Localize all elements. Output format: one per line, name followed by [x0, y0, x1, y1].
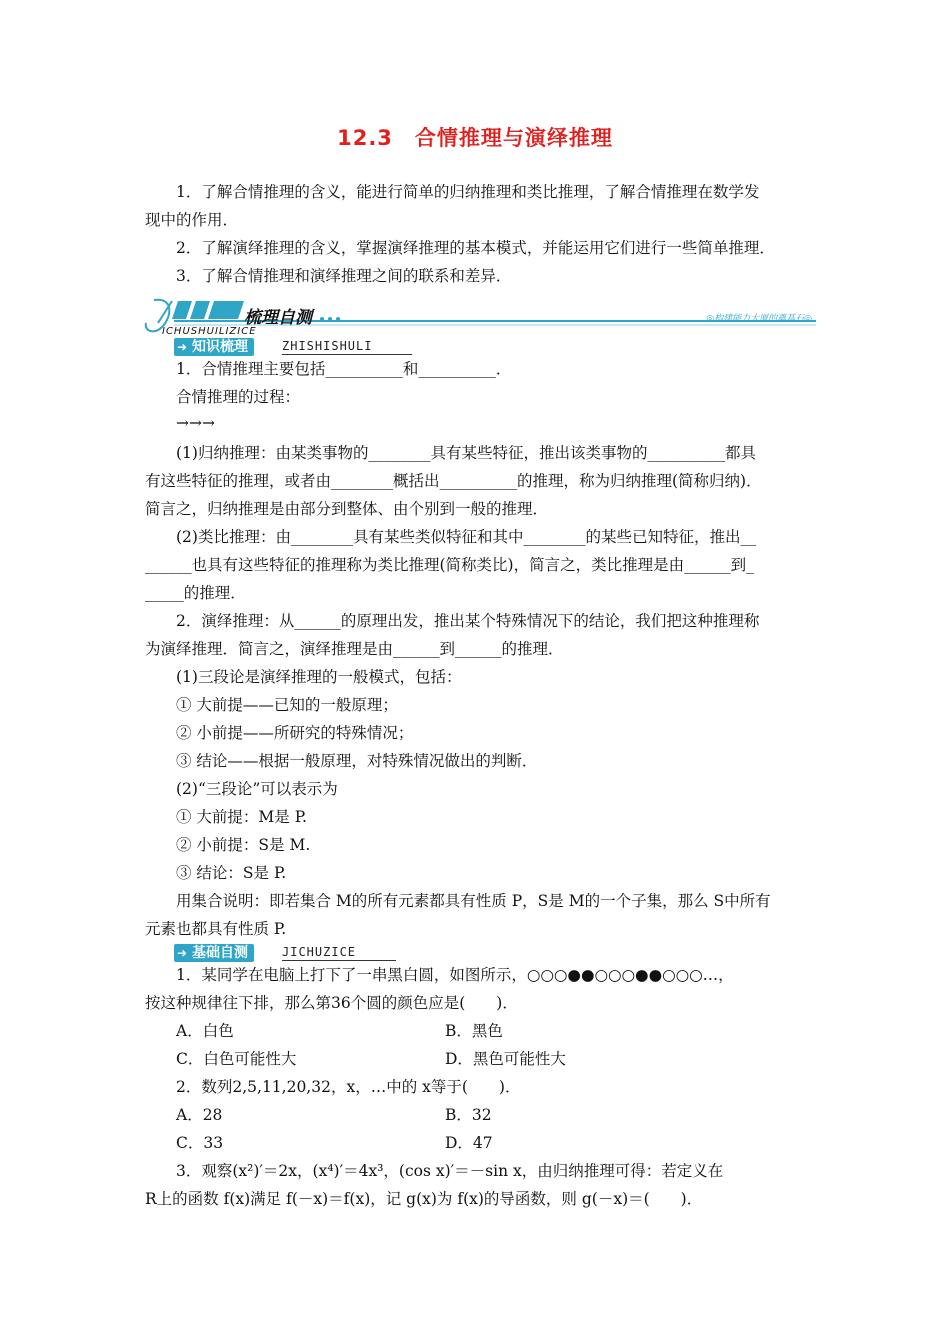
text-line: (2)“三段论”可以表示为 [176, 780, 338, 798]
text-line: 合情推理的过程： [176, 388, 301, 406]
option-d: D．黑色可能性大 [445, 1050, 566, 1068]
section-label: ➜ 基础自测 [174, 944, 254, 962]
text-line: ______也具有这些特征的推理称为类比推理(简称类比)，简言之，类比推理是由______到_ [145, 556, 754, 574]
goal-line: 2．了解演绎推理的含义，掌握演绎推理的基本模式，并能运用它们进行一些简单推理． [176, 239, 775, 257]
banner-pinyin: ICHUSHUILIZICE [162, 326, 257, 337]
section-header-quiz [174, 944, 434, 964]
text-line: 简言之，归纳推理是由部分到整体、由个别到一般的推理． [145, 500, 549, 518]
text-line: 用集合说明：即若集合 M的所有元素都具有性质 P，S是 M的一个子集，那么 S中所有 [176, 892, 771, 910]
text-line: 元素也都具有性质 P. [145, 920, 287, 938]
text-line: (1)归纳推理：由某类事物的________具有某些特征，推出该类事物的__________都具 [176, 444, 756, 462]
option-c: C．33 [176, 1134, 224, 1152]
option-b: B．32 [445, 1106, 492, 1124]
question-line: R上的函数 f(x)满足 f(－x)＝f(x)，记 g(x)为 f(x)的导函数，则 g(－x)＝( )． [145, 1190, 703, 1208]
section-banner [144, 297, 816, 337]
section-header-knowledge [174, 338, 434, 358]
text-line: ③ 结论：S是 P. [176, 864, 287, 882]
option-d: D．47 [445, 1134, 493, 1152]
banner-heading: 梳理自测 [244, 308, 312, 328]
option-a: A．28 [176, 1106, 223, 1124]
question-line: 按这种规律往下排，那么第36个圆的颜色应是( )． [145, 994, 518, 1012]
text-line: ② 小前提：S是 M. [176, 836, 311, 854]
text-line: ② 小前提——所研究的特殊情况； [176, 724, 414, 742]
goal-line: 现中的作用． [145, 211, 239, 229]
text-line: ① 大前提——已知的一般原理； [176, 696, 398, 714]
option-a: A．白色 [176, 1022, 234, 1040]
question-line: 1．某同学在电脑上打下了一串黑白圆，如图所示，○○○●●○○○●●○○○…， [176, 966, 734, 984]
text-line: _____的推理． [145, 584, 246, 602]
section-pinyin: ZHISHISHULI [282, 338, 412, 355]
text-line: ③ 结论——根据一般原理，对特殊情况做出的判断． [176, 752, 538, 770]
goal-line: 1．了解合情推理的含义，能进行简单的归纳推理和类比推理，了解合情推理在数学发 [176, 183, 760, 201]
text-line: →→→ [176, 414, 215, 432]
banner-slogan: ◎构建能力大厦的奠基石◎ [706, 314, 812, 324]
question-line: 3．观察(x²)′＝2x，(x⁴)′＝4x³，(cos x)′＝－sin x，由归纳推理可得：若定义在 [176, 1162, 724, 1180]
option-c: C．白色可能性大 [176, 1050, 297, 1068]
goal-line: 3．了解合情推理和演绎推理之间的联系和差异． [176, 267, 512, 285]
question-line: 2．数列2,5,11,20,32，x，…中的 x等于( )． [176, 1078, 521, 1096]
text-line: 2．演绎推理：从______的原理出发，推出某个特殊情况下的结论，我们把这种推理称 [176, 612, 760, 630]
text-line: 为演绎推理．简言之，演绎推理是由______到______的推理． [145, 640, 564, 658]
text-line: 1．合情推理主要包括__________和__________． [176, 360, 512, 378]
option-b: B．黑色 [445, 1022, 503, 1040]
text-line: ① 大前提：M是 P. [176, 808, 307, 826]
text-line: (1)三段论是演绎推理的一般模式，包括： [176, 668, 462, 686]
text-line: (2)类比推理：由________具有某些类似特征和其中________的某些已知特征，推出__ [176, 528, 756, 546]
section-label: ➜ 知识梳理 [174, 338, 254, 356]
page-title: 12.3 合情推理与演绎推理 [337, 126, 613, 150]
section-pinyin: JICHUZICE [282, 944, 396, 961]
text-line: 有这些特征的推理，或者由________概括出__________的推理，称为归纳推理(简称归纳)． [145, 472, 762, 490]
